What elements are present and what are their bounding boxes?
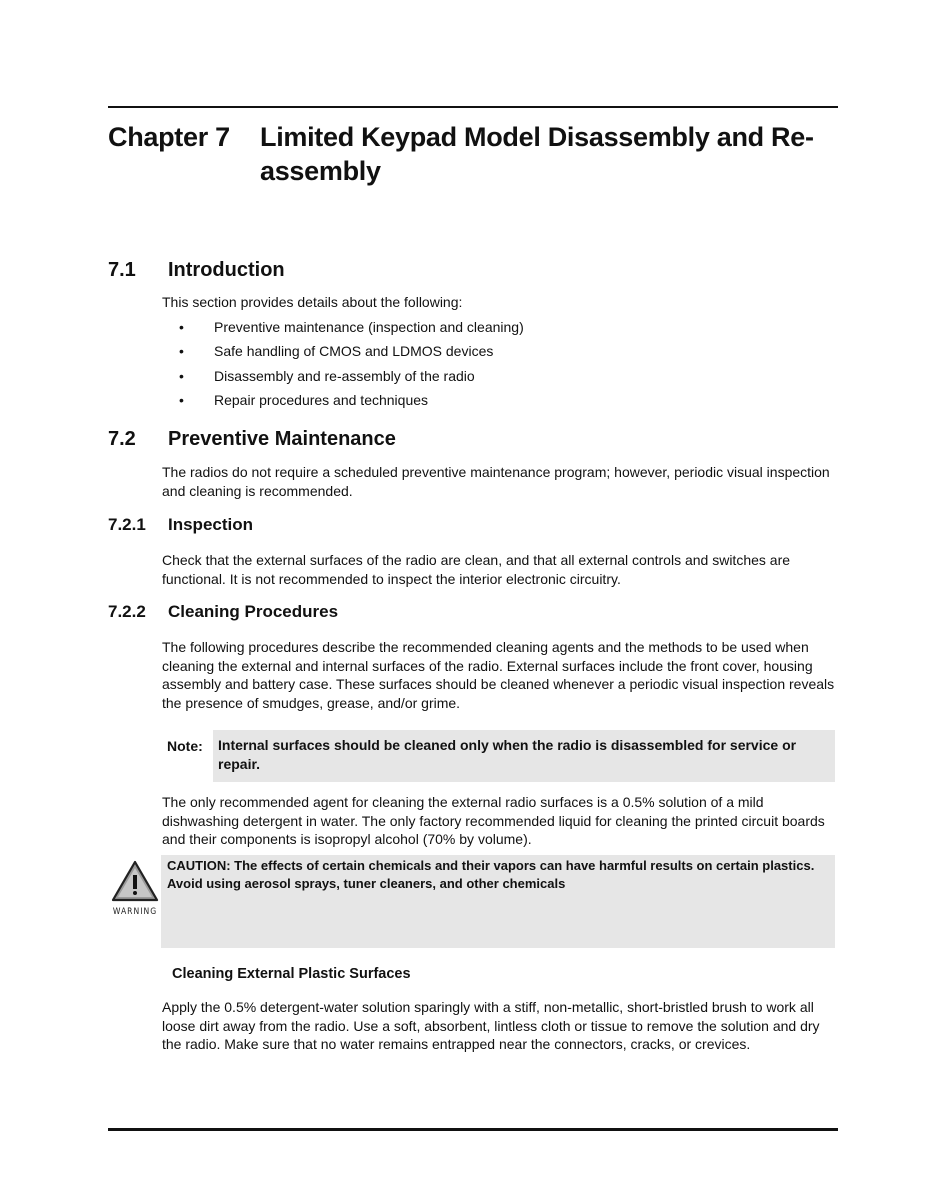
note-callout <box>162 730 835 782</box>
warning-label: WARNING <box>112 907 158 917</box>
section-number: 7.1 <box>108 259 136 281</box>
cleaning-procedures-paragraph: The following procedures describe the recommended cleaning agents and the methods to be used when cleaning the external and internal surfaces of the radio. External surfaces include the front cover, housing assembly and battery case. These surfaces should be cleaned whenever a periodic visual inspection reveals the presence of smudges, grease, and/or grime. <box>162 639 835 711</box>
note-text: Internal surfaces should be cleaned only when the radio is disassembled for service or repair. <box>218 737 797 772</box>
bullet-icon: • <box>179 343 184 360</box>
bullet-icon: • <box>179 391 184 408</box>
top-rule <box>108 106 838 108</box>
bullet-icon: • <box>179 367 184 384</box>
caution-box <box>161 855 835 948</box>
list-item <box>162 367 524 391</box>
list-item <box>162 342 524 366</box>
note-box <box>213 730 835 782</box>
list-item-text: Disassembly and re-assembly of the radio <box>214 367 475 384</box>
list-item-text: Safe handling of CMOS and LDMOS devices <box>214 343 494 360</box>
section-number: 7.2.1 <box>108 515 146 534</box>
chapter-number: Chapter 7 <box>108 122 230 152</box>
preventive-maintenance-paragraph: The radios do not require a scheduled preventive maintenance program; however, periodic visual inspection and cleaning is recommended. <box>162 464 830 499</box>
list-item <box>162 318 524 342</box>
section-title: Introduction <box>168 259 285 281</box>
note-label: Note: <box>167 738 203 754</box>
list-item <box>162 391 524 415</box>
section-title: Cleaning Procedures <box>168 602 339 621</box>
list-item-text: Repair procedures and techniques <box>214 391 429 408</box>
cleaning-external-paragraph: Apply the 0.5% detergent-water solution sparingly with a stiff, non-metallic, short-bristled brush to work all loose dirt away from the radio. Use a soft, absorbent, lintless cloth or tissue to remove the solution and dry the radio. Make sure that no water remains entrapped near the connectors, cracks, or crevices. <box>162 999 820 1052</box>
inspection-paragraph: Check that the external surfaces of the radio are clean, and that all external controls and switches are functional. It is not recommended to inspect the interior electronic circuitry. <box>162 552 791 587</box>
list-item-text: Preventive maintenance (inspection and cleaning) <box>214 319 524 335</box>
section-number: 7.2 <box>108 428 136 450</box>
cleaning-external-plastic-surfaces-heading: Cleaning External Plastic Surfaces <box>172 966 411 982</box>
section-title: Inspection <box>168 515 254 534</box>
intro-paragraph: This section provides details about the following: <box>162 294 463 310</box>
cleaning-agent-paragraph: The only recommended agent for cleaning the external radio surfaces is a 0.5% solution of a mild dishwashing detergent in water. The only factory recommended liquid for cleaning the printed circuit boards and their components is isopropyl alcohol (70% by volume). <box>162 794 825 847</box>
bullet-icon: • <box>179 319 184 335</box>
section-title: Preventive Maintenance <box>168 428 396 450</box>
caution-text: CAUTION: The effects of certain chemicals and their vapors can have harmful results on certain plastics. Avoid using aerosol sprays, tuner cleaners, and other chemicals <box>167 858 815 891</box>
section-number: 7.2.2 <box>108 602 146 621</box>
intro-bullet-list <box>162 318 524 415</box>
chapter-title: Limited Keypad Model Disassembly and Re-assembly <box>260 122 814 186</box>
bottom-rule <box>108 1128 838 1131</box>
